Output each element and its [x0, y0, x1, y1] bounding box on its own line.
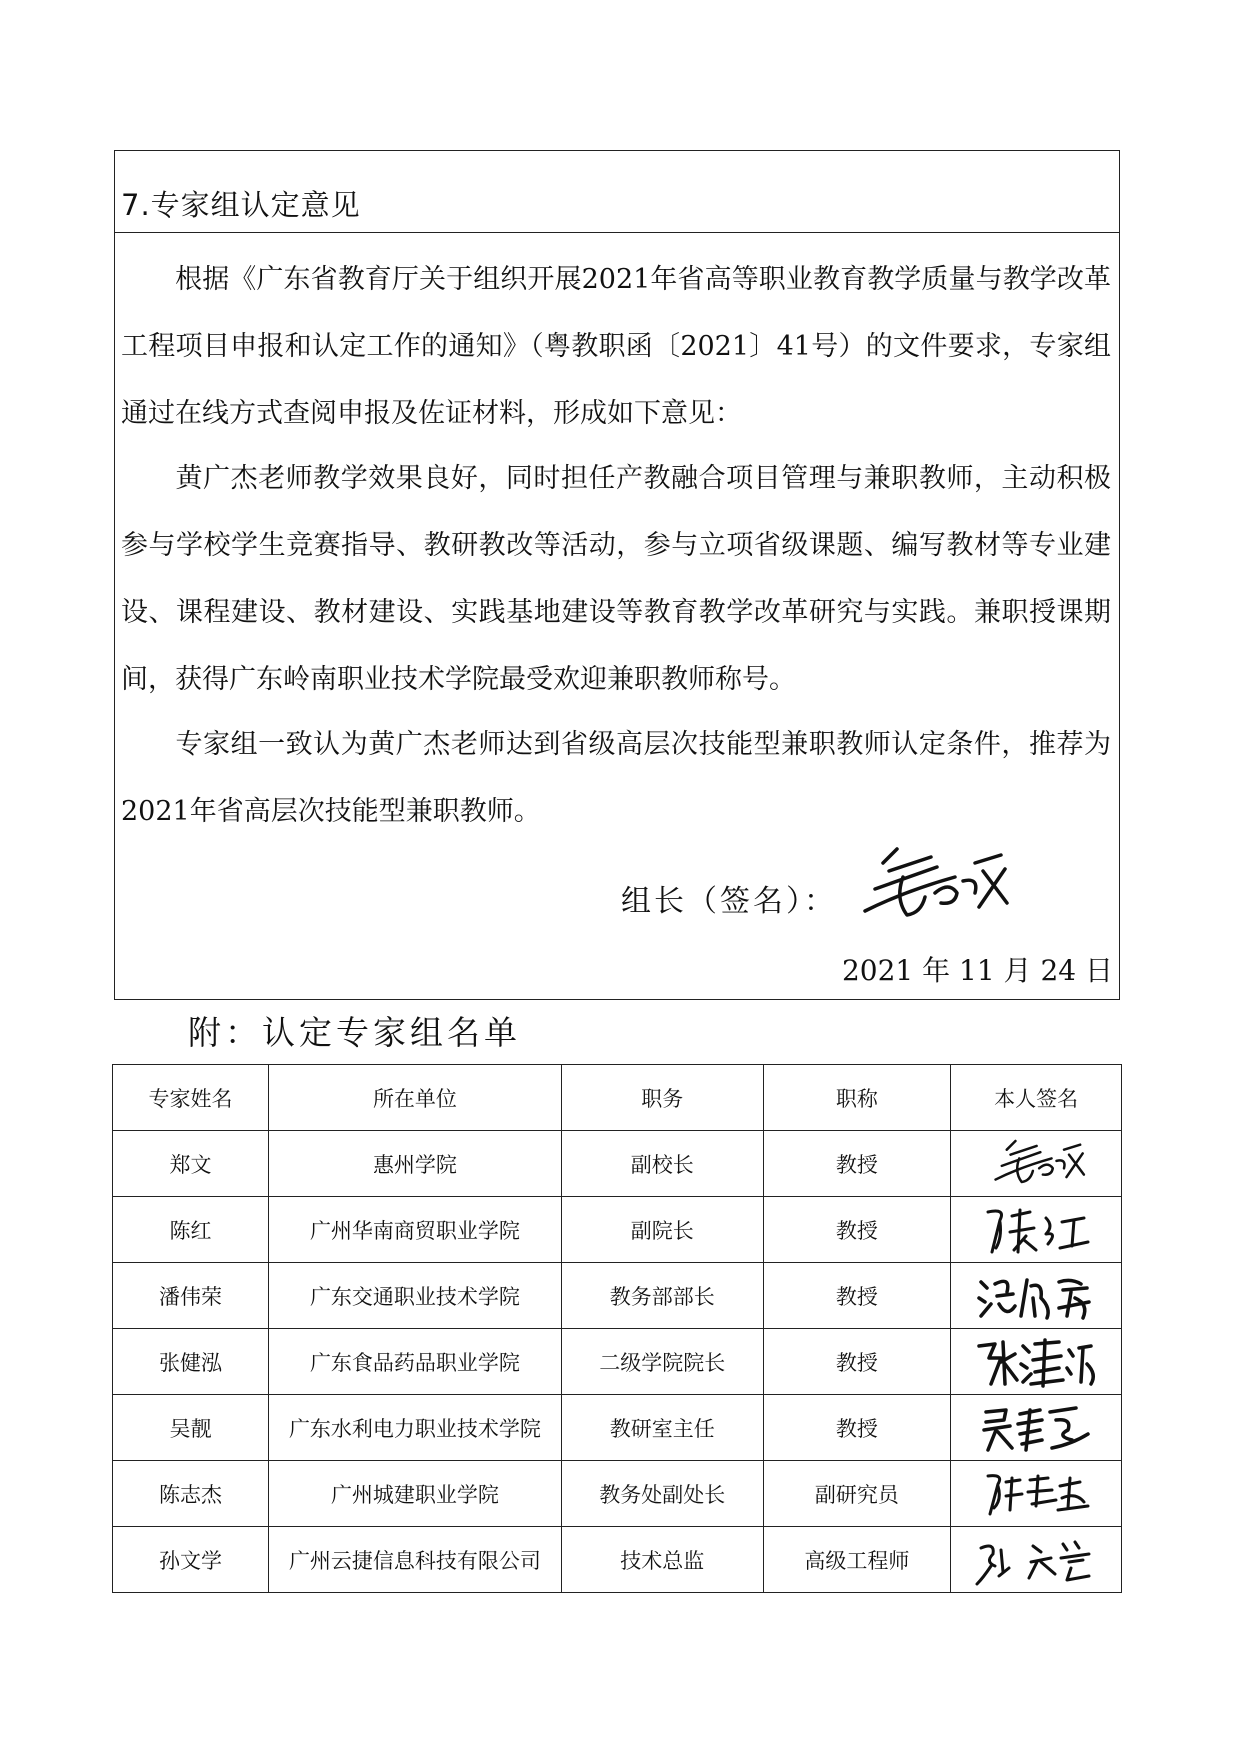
opinion-paragraph-3 — [121, 711, 1111, 845]
expert-unit: 广州云捷信息科技有限公司 — [268, 1527, 561, 1593]
expert-unit: 惠州学院 — [268, 1131, 561, 1197]
section-title: 7.专家组认定意见 — [121, 188, 361, 222]
expert-post: 教务部部长 — [561, 1263, 763, 1329]
expert-title: 教授 — [763, 1329, 951, 1395]
expert-signature-cell — [951, 1527, 1122, 1593]
column-header-name: 专家姓名 — [113, 1065, 269, 1131]
expert-unit: 广东水利电力职业技术学院 — [268, 1395, 561, 1461]
expert-unit: 广东食品药品职业学院 — [268, 1329, 561, 1395]
expert-post: 副校长 — [561, 1131, 763, 1197]
expert-signature-cell — [951, 1395, 1122, 1461]
expert-post: 技术总监 — [561, 1527, 763, 1593]
column-header-title: 职称 — [763, 1065, 951, 1131]
expert-name: 陈志杰 — [113, 1461, 269, 1527]
signature-image — [976, 1400, 1096, 1456]
expert-name: 郑文 — [113, 1131, 269, 1197]
table-row — [113, 1263, 1122, 1329]
expert-signature-cell — [951, 1197, 1122, 1263]
expert-post: 教务处副处长 — [561, 1461, 763, 1527]
expert-title: 副研究员 — [763, 1461, 951, 1527]
signature-image — [976, 1202, 1096, 1258]
signature-image — [971, 1334, 1101, 1390]
expert-title: 教授 — [763, 1263, 951, 1329]
signature-image — [971, 1136, 1101, 1192]
table-row — [113, 1461, 1122, 1527]
expert-signature-cell — [951, 1329, 1122, 1395]
expert-name: 陈红 — [113, 1197, 269, 1263]
column-header-post: 职务 — [561, 1065, 763, 1131]
expert-name: 潘伟荣 — [113, 1263, 269, 1329]
leader-signature — [845, 841, 1015, 931]
opinion-box — [114, 150, 1120, 1000]
opinion-paragraph-1 — [121, 246, 1111, 447]
expert-unit: 广州华南商贸职业学院 — [268, 1197, 561, 1263]
expert-signature-cell — [951, 1131, 1122, 1197]
expert-signature-cell — [951, 1263, 1122, 1329]
expert-post: 二级学院院长 — [561, 1329, 763, 1395]
table-row — [113, 1131, 1122, 1197]
signer-label: 组长（签名）： — [621, 884, 837, 919]
expert-title: 高级工程师 — [763, 1527, 951, 1593]
expert-title: 教授 — [763, 1131, 951, 1197]
signature-image — [971, 1268, 1101, 1324]
expert-name: 吴靓 — [113, 1395, 269, 1461]
signature-image — [976, 1468, 1096, 1520]
expert-name: 孙文学 — [113, 1527, 269, 1593]
expert-roster-table — [112, 1064, 1122, 1593]
expert-name: 张健泓 — [113, 1329, 269, 1395]
opinion-paragraph-2-text: 黄广杰老师教学效果良好，同时担任产教融合项目管理与兼职教师，主动积极参与学校学生竞赛指导、教研教改等活动，参与立项省级课题、编写教材等专业建设、课程建设、教材建设、实践基地建设等教育教学改革研究与实践。兼职授课期间，获得广东岭南职业技术学院最受欢迎兼职教师称号。 — [121, 463, 1111, 695]
opinion-paragraph-3-text: 专家组一致认为黄广杰老师达到省级高层次技能型兼职教师认定条件，推荐为2021年省高层次技能型兼职教师。 — [121, 729, 1111, 827]
signature-image — [971, 1532, 1101, 1588]
table-row — [113, 1197, 1122, 1263]
expert-post: 副院长 — [561, 1197, 763, 1263]
column-header-signature: 本人签名 — [951, 1065, 1122, 1131]
table-row — [113, 1527, 1122, 1593]
expert-signature-cell — [951, 1461, 1122, 1527]
expert-title: 教授 — [763, 1197, 951, 1263]
opinion-date: 2021 年 11 月 24 日 — [841, 954, 1113, 987]
expert-unit: 广州城建职业学院 — [268, 1461, 561, 1527]
column-header-unit: 所在单位 — [268, 1065, 561, 1131]
table-row — [113, 1329, 1122, 1395]
opinion-paragraph-1-text: 根据《广东省教育厅关于组织开展2021年省高等职业教育教学质量与教学改革工程项目申报和认定工作的通知》（粤教职函〔2021〕41号）的文件要求，专家组通过在线方式查阅申报及佐证材料，形成如下意见： — [121, 264, 1111, 429]
expert-title: 教授 — [763, 1395, 951, 1461]
opinion-paragraph-2 — [121, 445, 1111, 713]
opinion-header — [115, 151, 1119, 233]
table-row — [113, 1395, 1122, 1461]
annex-title: 附：认定专家组名单 — [188, 1013, 521, 1052]
expert-post: 教研室主任 — [561, 1395, 763, 1461]
table-header-row — [113, 1065, 1122, 1131]
expert-unit: 广东交通职业技术学院 — [268, 1263, 561, 1329]
